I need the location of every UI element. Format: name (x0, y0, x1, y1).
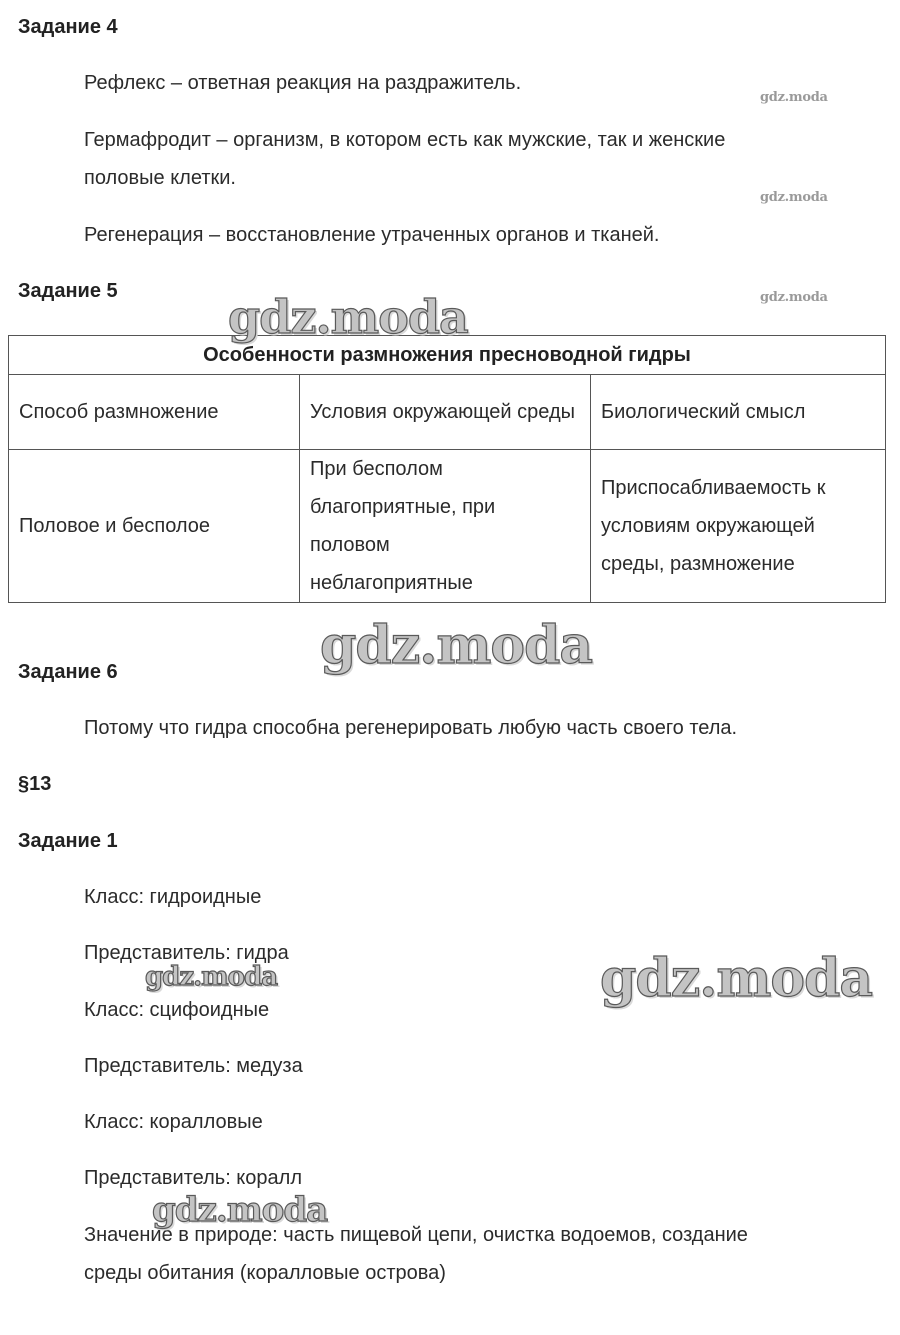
watermark-large: gdz.moda (600, 948, 873, 1009)
task5-heading: Задание 5 (18, 280, 118, 302)
representative-line: Представитель: медуза (84, 1055, 303, 1077)
table-row (9, 450, 886, 603)
definition-hermaphrodite: Гермафродит – организм, в котором есть как мужские, так и женские (84, 129, 726, 151)
reproduction-table (8, 335, 886, 603)
watermark-small: gdz.moda (760, 290, 828, 305)
class-line: Класс: сцифоидные (84, 999, 270, 1021)
table-cell: Половое и бесполое (9, 450, 300, 603)
table-header-cell: Условия окружающей среды (300, 375, 591, 450)
representative-line: Представитель: гидра (84, 942, 289, 964)
task6-heading: Задание 6 (18, 661, 118, 683)
task6-answer: Потому что гидра способна регенерировать любую часть своего тела. (84, 717, 738, 739)
table-header-cell: Способ размножение (9, 375, 300, 450)
definition-regeneration: Регенерация – восстановление утраченных органов и тканей. (84, 224, 660, 246)
s13-task1-heading: Задание 1 (18, 830, 118, 852)
class-line: Класс: гидроидные (84, 886, 262, 908)
table-header-row (9, 375, 886, 450)
representative-line: Представитель: коралл (84, 1167, 302, 1189)
watermark-large: gdz.moda (320, 615, 593, 676)
significance-line: Значение в природе: часть пищевой цепи, очистка водоемов, создание (84, 1224, 748, 1246)
watermark-medium: gdz.moda (152, 1190, 328, 1230)
task4-heading: Задание 4 (18, 16, 118, 38)
watermark-medium: gdz.moda (145, 962, 278, 992)
definition-reflex: Рефлекс – ответная реакция на раздражитель. (84, 72, 522, 94)
class-line: Класс: коралловые (84, 1111, 263, 1133)
watermark-small: gdz.moda (760, 90, 828, 105)
watermark-large: gdz.moda (228, 290, 468, 344)
table-title: Особенности размножения пресноводной гидры (9, 336, 886, 375)
table-cell: Приспосабливаемость к условиям окружающей среды, размножение (591, 450, 886, 603)
significance-line-cont: среды обитания (коралловые острова) (84, 1262, 446, 1284)
watermark-small: gdz.moda (760, 190, 828, 205)
definition-hermaphrodite-cont: половые клетки. (84, 167, 236, 189)
section-number: §13 (18, 773, 52, 795)
table-cell: При бесполом благоприятные, при половом неблагоприятные (300, 450, 591, 603)
table-header-cell: Биологический смысл (591, 375, 886, 450)
